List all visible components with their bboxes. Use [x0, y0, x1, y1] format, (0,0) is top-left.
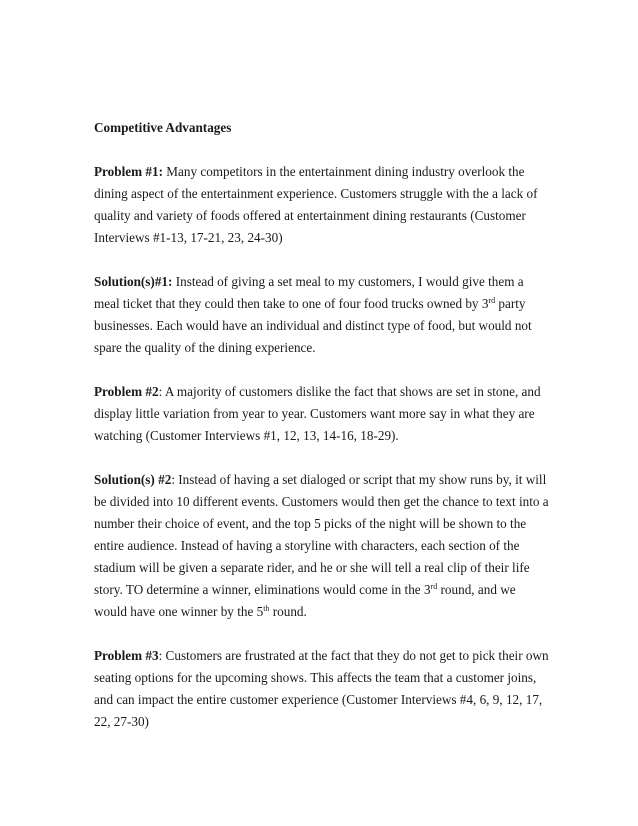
solution-1-paragraph: [94, 271, 549, 359]
solution-2-text-c: round.: [269, 604, 307, 619]
solution-2-text-a: : Instead of having a set dialoged or script that my show runs by, it will be divided into 10 different events. Customers would then get the chance to text into a number their choice of event, and the top 5 picks of the night will be shown to the entire audience. Instead of having a storyline with characters, each section of the stadium will be given a separate rider, and he or she will tell a real clip of their life story. TO determine a winner, eliminations would come in the 3: [94, 472, 549, 597]
solution-2-text-b: round, and we would have one winner by the 5: [94, 582, 516, 619]
solution-1-text-b: party businesses. Each would have an individual and distinct type of food, but would not spare the quality of the dining experience.: [94, 296, 532, 355]
solution-2-ordinal-2: th: [263, 604, 270, 613]
problem-3-paragraph: [94, 645, 549, 733]
section-heading: Competitive Advantages: [94, 120, 232, 135]
problem-1-paragraph: [94, 161, 549, 249]
solution-2-label: Solution(s) #2: [94, 472, 172, 487]
problem-2-text: : A majority of customers dislike the fact that shows are set in stone, and display little variation from year to year. Customers want more say in what they are watching (Customer Interviews #1, 12, 13, 14-16, 18-29).: [94, 384, 541, 443]
solution-1-text-a: Instead of giving a set meal to my customers, I would give them a meal ticket that they could then take to one of four food trucks owned by 3: [94, 274, 524, 311]
problem-2-paragraph: [94, 381, 549, 447]
problem-1-text: Many competitors in the entertainment dining industry overlook the dining aspect of the entertainment experience. Customers struggle with the a lack of quality and variety of foods offered at entertainment dining restaurants (Customer Interviews #1-13, 17-21, 23, 24-30): [94, 164, 538, 245]
solution-1-ordinal: rd: [488, 296, 496, 305]
problem-2-label: Problem #2: [94, 384, 159, 399]
problem-3-text: : Customers are frustrated at the fact that they do not get to pick their own seating options for the upcoming shows. This affects the team that a customer joins, and can impact the entire customer experience (Customer Interviews #4, 6, 9, 12, 17, 22, 27-30): [94, 648, 549, 729]
solution-2-ordinal-1: rd: [430, 582, 438, 591]
document-body: [94, 117, 549, 755]
solution-1-label: Solution(s)#1:: [94, 274, 173, 289]
problem-1-label: Problem #1:: [94, 164, 163, 179]
solution-2-paragraph: [94, 469, 549, 623]
problem-3-label: Problem #3: [94, 648, 159, 663]
